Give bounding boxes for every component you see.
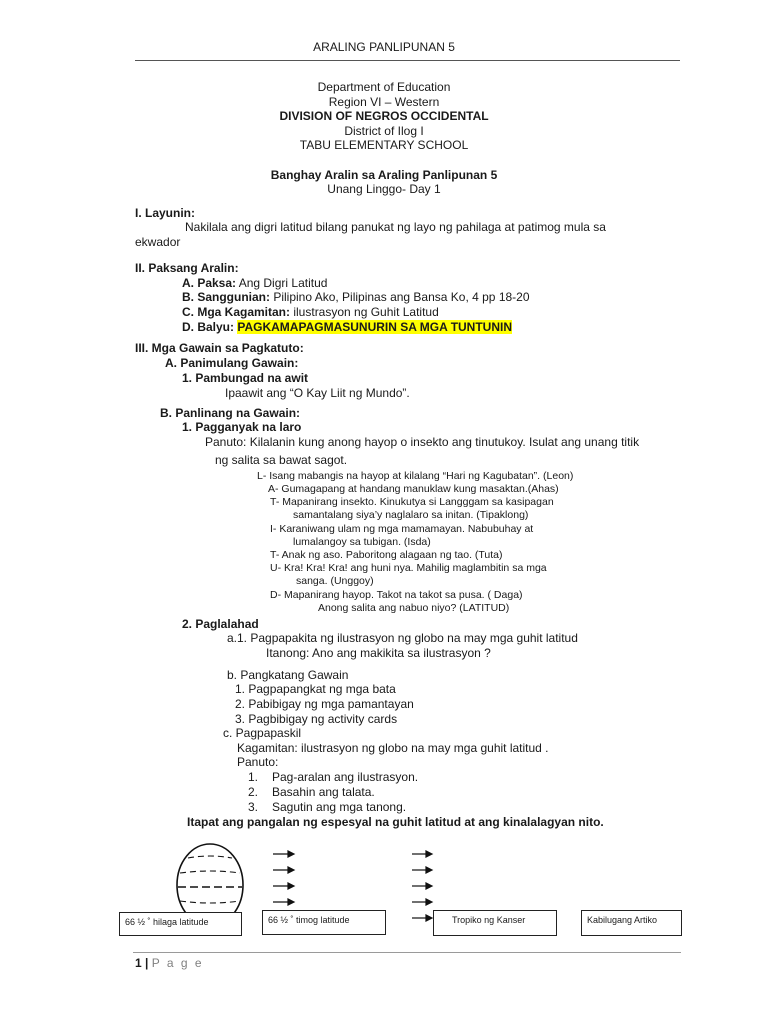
right-arrow-group [412, 851, 432, 921]
paglalahad-itanong: Itanong: Ano ang makikita sa ilustrasyon ? [266, 646, 491, 660]
arrow-head [426, 883, 432, 889]
pangkatang-item: 2. Pabibigay ng mga pamantayan [235, 697, 414, 711]
panimulang-heading: A. Panimulang Gawain: [165, 356, 299, 370]
label-card[interactable]: 66 ½ ˚ timog latitude [262, 910, 386, 935]
arrow-head [426, 851, 432, 857]
kagamitan-value: ilustrasyon ng Guhit Latitud [290, 305, 439, 319]
running-header: ARALING PANLIPUNAN 5 [313, 40, 455, 54]
matching-instruction: Itapat ang pangalan ng espesyal na guhit latitud at ang kinalalagyan nito. [187, 815, 604, 829]
layunin-heading: I. Layunin: [135, 206, 195, 220]
plan-subtitle: Unang Linggo- Day 1 [327, 182, 441, 196]
label-card[interactable]: Kabilugang Artiko [581, 910, 682, 936]
sanggunian-value: Pilipino Ako, Pilipinas ang Bansa Ko, 4 pp 18-20 [270, 290, 530, 304]
plan-title: Banghay Aralin sa Araling Panlipunan 5 [270, 168, 498, 182]
arrow-head [288, 899, 294, 905]
clue-question: Anong salita ang nabuo niyo? (LATITUD) [318, 602, 510, 614]
step-number: 3. [248, 800, 259, 814]
latitude-line [188, 856, 232, 858]
page-number: 1 [135, 956, 142, 970]
balyu-label: D. Balyu: [182, 320, 235, 334]
gawain-heading: III. Mga Gawain sa Pagkatuto: [135, 341, 304, 355]
arrow-head [426, 899, 432, 905]
label-card[interactable]: Tropiko ng Kanser [433, 910, 557, 936]
paksa-value: Ang Digri Latitud [236, 276, 328, 290]
paglalahad-heading: 2. Paglalahad [182, 617, 259, 631]
arrow-head [288, 883, 294, 889]
page-footer [135, 956, 204, 970]
page-separator: | [145, 956, 149, 970]
kagamitan-label: C. Mga Kagamitan: [182, 305, 291, 319]
arrow-head [426, 915, 432, 921]
clue-item: A- Gumagapang at handang manuklaw kung masaktan.(Ahas) [268, 483, 559, 495]
clue-item: L- Isang mabangis na hayop at kilalang “Hari ng Kagubatan”. (Leon) [257, 470, 574, 482]
paglalahad-a1: a.1. Pagpapakita ng ilustrasyon ng globo na may mga guhit latitud [227, 631, 578, 645]
clue-item: lumalangoy sa tubigan. (Isda) [293, 536, 431, 548]
clue-item: T- Mapanirang insekto. Kinukutya si Langggam sa kasipagan [270, 496, 554, 508]
pangkatang-item: 3. Pagbibigay ng activity cards [235, 712, 398, 726]
sanggunian-label: B. Sanggunian: [182, 290, 270, 304]
pagganyak-panuto-1: Panuto: Kilalanin kung anong hayop o insekto ang tinutukoy. Isulat ang unang titik [205, 435, 640, 449]
clue-item: I- Karaniwang ulam ng mga mamamayan. Nabubuhay at [270, 523, 534, 535]
step-item: Pag-aralan ang ilustrasyon. [272, 770, 419, 784]
layunin-text-1: Nakilala ang digri latitud bilang panukat ng layo ng pahilaga at patimog mula sa [185, 220, 606, 234]
pambungad-heading: 1. Pambungad na awit [182, 371, 309, 385]
pagganyak-heading: 1. Pagganyak na laro [182, 420, 302, 434]
paksa-line [182, 276, 327, 290]
step-number: 2. [248, 785, 259, 799]
sanggunian-line [182, 290, 530, 304]
pagpapaskil-panuto: Panuto: [237, 755, 279, 769]
heading-line-4: District of Ilog I [344, 124, 424, 138]
step-item: Sagutin ang mga tanong. [272, 800, 407, 814]
heading-line-5: TABU ELEMENTARY SCHOOL [299, 138, 469, 152]
pagpapaskil-kagamitan: Kagamitan: ilustrasyon ng globo na may mga guhit latitud . [237, 741, 549, 755]
heading-line-3: DIVISION OF NEGROS OCCIDENTAL [279, 109, 489, 123]
pagganyak-panuto-2: ng salita sa bawat sagot. [215, 453, 348, 467]
layunin-text-2: ekwador [135, 235, 181, 249]
clue-item: D- Mapanirang hayop. Takot na takot sa pusa. ( Daga) [270, 589, 523, 601]
paksa-label: A. Paksa: [182, 276, 237, 290]
balyu-value: PAGKAMAPAGMASUNURIN SA MGA TUNTUNIN [237, 320, 513, 334]
clue-item: sanga. (Unggoy) [296, 575, 374, 587]
page-word: P a g e [151, 956, 204, 970]
step-item: Basahin ang talata. [272, 785, 375, 799]
pambungad-text: Ipaawit ang “O Kay Liit ng Mundo”. [225, 386, 410, 400]
label-card[interactable]: 66 ½ ˚ hilaga latitude [119, 912, 242, 936]
header-rule [135, 60, 680, 61]
clue-item: samantalang siya’y naglalaro sa initan. (Tipaklong) [293, 509, 529, 521]
arrow-head [288, 867, 294, 873]
pangkatang-heading: b. Pangkatang Gawain [227, 668, 349, 682]
balyu-line [182, 320, 512, 334]
heading-line-2: Region VI – Western [328, 95, 440, 109]
heading-line-1: Department of Education [317, 80, 451, 94]
step-number: 1. [248, 770, 259, 784]
pangkatang-item: 1. Pagpapangkat ng mga bata [235, 682, 396, 696]
panlinang-heading: B. Panlinang na Gawain: [160, 406, 301, 420]
latitude-line [180, 871, 240, 873]
kagamitan-line [182, 305, 439, 319]
clue-item: U- Kra! Kra! Kra! ang huni nya. Mahilig maglambitin sa mga [270, 562, 547, 574]
pagpapaskil-heading: c. Pagpapaskil [223, 726, 302, 740]
arrow-head [288, 851, 294, 857]
clue-item: T- Anak ng aso. Paboritong alagaan ng tao. (Tuta) [270, 549, 503, 561]
footer-rule [133, 952, 681, 953]
paksang-heading: II. Paksang Aralin: [135, 261, 239, 275]
arrow-head [426, 867, 432, 873]
latitude-line [180, 901, 240, 903]
